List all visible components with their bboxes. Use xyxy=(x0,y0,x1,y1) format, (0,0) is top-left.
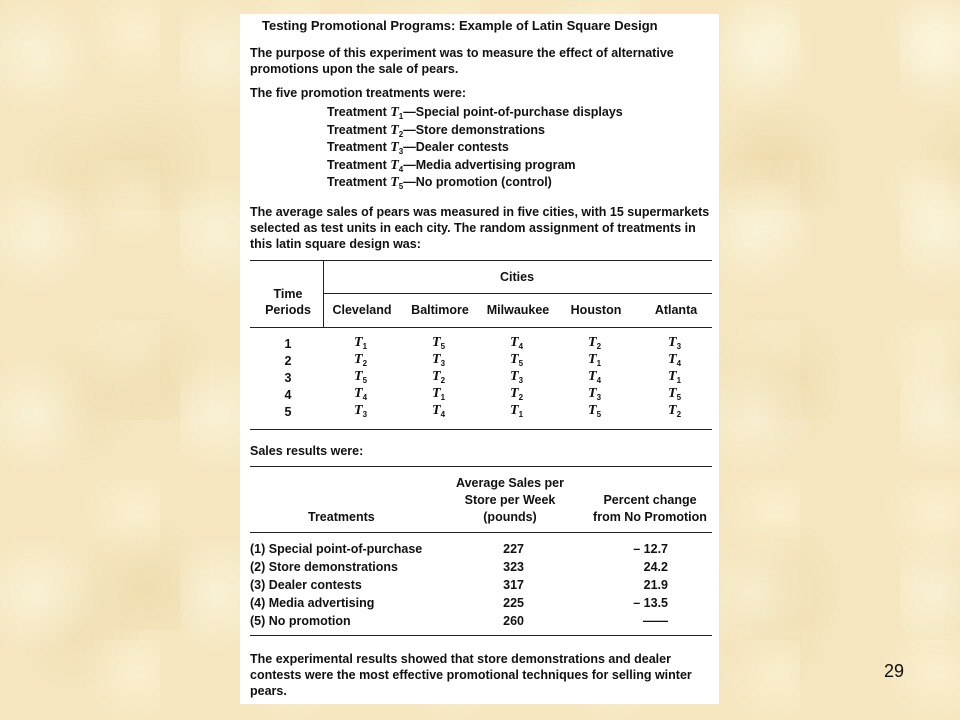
cell-letter: T xyxy=(510,369,519,384)
square-cell xyxy=(354,403,367,419)
cell-subscript: 4 xyxy=(596,376,602,385)
cell-subscript: 5 xyxy=(362,376,368,385)
sales-row-pct: 21.9 xyxy=(643,578,668,592)
square-cell xyxy=(668,369,681,385)
cell-letter: T xyxy=(354,369,363,384)
period-label: 3 xyxy=(284,371,292,385)
sales-row-treatment: (2) Store demonstrations xyxy=(250,560,398,574)
conclusion-paragraph: The experimental results showed that store demonstrations and dealer contests were the most effective promotional techniques for selling winter pears. xyxy=(250,652,692,698)
square-cell xyxy=(354,352,367,368)
cell-subscript: 3 xyxy=(362,410,368,419)
cell-letter: T xyxy=(432,386,441,401)
cell-subscript: 2 xyxy=(596,342,602,351)
cell-letter: T xyxy=(432,352,441,367)
col-avg-line3: (pounds) xyxy=(483,510,537,524)
time-header: Time xyxy=(273,287,303,301)
cell-letter: T xyxy=(510,352,519,367)
sales-row-treatment: (4) Media advertising xyxy=(250,596,375,610)
col-avg-line2: Store per Week xyxy=(464,493,556,507)
period-label: 2 xyxy=(284,354,292,368)
slide-number: 29 xyxy=(883,661,904,681)
city-header: Baltimore xyxy=(411,303,469,317)
col-treatments: Treatments xyxy=(308,510,375,524)
cell-subscript: 5 xyxy=(596,410,602,419)
treatment-description: —Store demonstrations xyxy=(403,122,545,137)
square-cell xyxy=(588,335,601,351)
document-page xyxy=(240,14,719,704)
col-pct-line2: from No Promotion xyxy=(593,510,707,524)
cell-letter: T xyxy=(588,369,597,384)
treatment-description: —Special point-of-purchase displays xyxy=(403,105,623,119)
square-cell xyxy=(668,403,681,419)
cell-letter: T xyxy=(510,403,519,418)
cell-letter: T xyxy=(668,352,677,367)
city-header: Cleveland xyxy=(332,303,392,317)
treatment-item xyxy=(327,158,576,174)
treatment-description: —Dealer contests xyxy=(403,140,509,154)
cell-letter: T xyxy=(354,352,363,367)
cell-letter: T xyxy=(510,386,519,401)
treatment-code: T xyxy=(390,157,399,173)
cell-letter: T xyxy=(354,403,363,418)
cell-subscript: 2 xyxy=(518,393,524,402)
cell-letter: T xyxy=(588,403,597,418)
square-cell xyxy=(510,369,523,385)
cell-letter: T xyxy=(354,335,363,350)
cell-letter: T xyxy=(668,386,677,401)
treatment-description: —Media advertising program xyxy=(403,157,576,172)
square-cell xyxy=(432,335,445,351)
treatment-label: Treatment xyxy=(327,105,387,119)
sales-row-avg: 225 xyxy=(503,596,524,610)
col-avg-line1: Average Sales per xyxy=(456,476,564,490)
sales-row-treatment: (1) Special point-of-purchase xyxy=(250,542,423,556)
cell-subscript: 1 xyxy=(596,359,602,368)
cell-subscript: 5 xyxy=(676,393,682,402)
square-cell xyxy=(588,352,601,368)
treatment-label: Treatment xyxy=(327,140,387,154)
treatment-item xyxy=(327,105,623,121)
square-cell xyxy=(354,369,367,385)
cell-letter: T xyxy=(668,403,677,418)
sales-row-pct: 24.2 xyxy=(643,560,668,574)
cell-subscript: 3 xyxy=(676,342,682,351)
cell-letter: T xyxy=(588,386,597,401)
sales-row-avg: 323 xyxy=(503,560,524,574)
cell-subscript: 4 xyxy=(362,393,368,402)
sales-row-avg: 260 xyxy=(503,614,524,628)
treatment-description: —No promotion (control) xyxy=(403,175,552,189)
sales-row-avg: 317 xyxy=(503,578,524,592)
sales-row-avg: 227 xyxy=(503,542,524,556)
treatment-subscript: 2 xyxy=(398,129,404,139)
treatment-subscript: 3 xyxy=(398,147,404,156)
treatment-code: T xyxy=(390,122,399,138)
sales-row-treatment: (3) Dealer contests xyxy=(250,578,362,592)
cell-subscript: 3 xyxy=(440,359,446,368)
square-cell xyxy=(510,386,523,402)
cell-subscript: 4 xyxy=(440,410,446,419)
treatments-intro: The five promotion treatments were: xyxy=(250,86,467,100)
cell-letter: T xyxy=(668,369,677,384)
treatment-label: Treatment xyxy=(327,157,387,172)
square-cell xyxy=(354,335,367,351)
square-cell xyxy=(510,335,523,351)
design-paragraph: The average sales of pears was measured in five cities, with 15 supermarkets selected as test units in each city. The random assignment of treatments in this latin square design was: xyxy=(250,205,710,251)
cell-letter: T xyxy=(588,352,597,367)
cell-subscript: 3 xyxy=(596,393,602,402)
square-cell xyxy=(668,386,681,402)
cell-subscript: 3 xyxy=(518,376,524,385)
square-cell xyxy=(588,386,601,402)
cell-subscript: 1 xyxy=(676,376,682,385)
cell-subscript: 1 xyxy=(362,342,368,351)
square-cell xyxy=(510,403,523,419)
square-cell xyxy=(588,403,601,419)
city-header: Atlanta xyxy=(654,303,698,317)
sales-row-treatment: (5) No promotion xyxy=(250,614,351,628)
cell-subscript: 2 xyxy=(362,359,368,368)
period-label: 4 xyxy=(284,388,292,402)
cell-letter: T xyxy=(432,403,441,418)
sales-row-pct: —— xyxy=(643,614,668,628)
purpose-paragraph: The purpose of this experiment was to measure the effect of alternative promotions upon the sale of pears. xyxy=(250,46,674,76)
treatment-item xyxy=(327,140,509,156)
square-cell xyxy=(354,386,367,402)
cell-subscript: 5 xyxy=(440,342,446,351)
periods-header: Periods xyxy=(265,303,311,317)
treatment-code: T xyxy=(390,105,399,120)
cell-letter: T xyxy=(354,386,363,401)
period-label: 1 xyxy=(284,337,292,351)
cities-header: Cities xyxy=(500,270,535,284)
cell-letter: T xyxy=(588,335,597,350)
treatment-label: Treatment xyxy=(327,122,387,137)
cell-letter: T xyxy=(510,335,519,350)
square-cell xyxy=(432,369,445,385)
cell-subscript: 2 xyxy=(676,410,682,419)
square-cell xyxy=(668,352,681,368)
treatment-code: T xyxy=(390,140,399,155)
treatment-subscript: 1 xyxy=(398,112,404,121)
treatment-code: T xyxy=(390,175,399,190)
sales-intro: Sales results were: xyxy=(250,444,364,458)
square-cell xyxy=(588,369,601,385)
treatment-item xyxy=(327,123,545,139)
city-header: Milwaukee xyxy=(486,303,550,317)
cell-subscript: 4 xyxy=(676,359,682,368)
sales-row-pct: – 13.5 xyxy=(633,596,668,610)
treatment-item xyxy=(327,175,552,191)
square-cell xyxy=(432,403,445,419)
cell-subscript: 4 xyxy=(518,342,524,351)
period-label: 5 xyxy=(284,405,292,419)
square-cell xyxy=(510,352,523,368)
square-cell xyxy=(432,352,445,368)
cell-subscript: 1 xyxy=(518,410,524,419)
col-pct-line1: Percent change xyxy=(603,493,697,507)
cell-subscript: 1 xyxy=(440,393,446,402)
sales-row-pct: – 12.7 xyxy=(633,542,668,556)
cell-letter: T xyxy=(432,335,441,350)
treatment-subscript: 4 xyxy=(398,164,404,174)
page-title: Testing Promotional Programs: Example of Latin Square Design xyxy=(262,18,658,33)
square-cell xyxy=(668,335,681,351)
cell-letter: T xyxy=(432,369,441,384)
square-cell xyxy=(432,386,445,402)
treatment-subscript: 5 xyxy=(398,182,404,191)
city-header: Houston xyxy=(570,303,622,317)
treatment-label: Treatment xyxy=(327,175,387,189)
cell-letter: T xyxy=(668,335,677,350)
cell-subscript: 2 xyxy=(440,376,446,385)
cell-subscript: 5 xyxy=(518,359,524,368)
